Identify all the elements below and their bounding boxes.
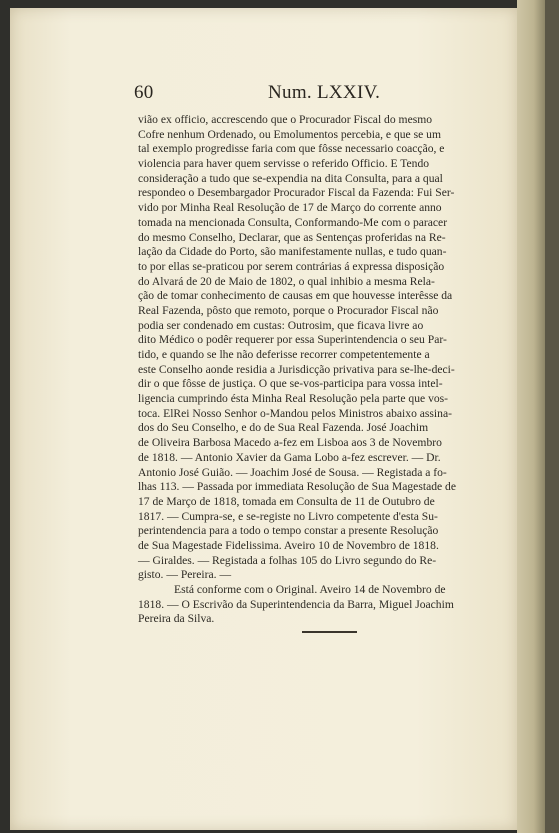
text-line: consideração a tudo que se-expendia na dita Consulta, para a qual <box>138 171 443 185</box>
text-line: perintendencia para a todo o tempo constar a presente Resolução <box>138 524 439 538</box>
text-line: de Oliveira Barbosa Macedo a-fez em Lisboa aos 3 de Novembro <box>138 436 442 450</box>
text-line: tomada na mencionada Consulta, Conformando-Me com o paracer <box>138 215 448 229</box>
text-line: de Sua Magestade Fidelissima. Aveiro 10 de Novembro de 1818. <box>138 538 439 552</box>
text-line: Pereira da Silva. <box>138 612 215 626</box>
text-line: Está conforme com o Original. Aveiro 14 de Novembro de <box>174 583 446 596</box>
text-line: tal exemplo progredisse faria com que fôsse necessario coacção, e <box>138 142 445 156</box>
running-head: Num. LXXIV. <box>268 82 381 103</box>
text-line: 1818. — O Escrivão da Superintendencia da Barra, Miguel Joachim <box>138 597 454 611</box>
text-line: dos do Seu Conselho, e do de Sua Real Fazenda. José Joachim <box>138 421 429 435</box>
text-line: gisto. — Pereira. — <box>138 568 232 582</box>
text-line: de 1818. — Antonio Xavier da Gama Lobo a-fez escrever. — Dr. <box>138 450 441 464</box>
text-line: — Giraldes. — Registada a folhas 105 do Livro segundo do Re- <box>138 553 437 567</box>
text-line: este Conselho aonde residia a Jurisdicção privativa para se-lhe-deci- <box>138 362 455 376</box>
text-line: violencia para haver quem servisse o referido Officio. E Tendo <box>138 157 430 171</box>
body-text <box>138 113 516 627</box>
text-line: Antonio José Guião. — Joachim José de Sousa. — Registada a fo- <box>138 465 447 479</box>
text-line: ligencia cumprindo ésta Minha Real Resolução pela parte que vos- <box>138 392 449 406</box>
text-line: toca. ElRei Nosso Senhor o-Mandou pelos Ministros abaixo assina- <box>138 406 452 420</box>
text-line: do Alvará de 20 de Maio de 1802, o qual inhibio a mesma Rela- <box>138 274 435 288</box>
text-line: Real Fazenda, pôsto que remoto, porque o Procurador Fiscal não <box>138 303 439 317</box>
page-header <box>134 82 454 106</box>
page-number: 60 <box>134 82 154 103</box>
text-line: vião ex officio, accrescendo que o Procurador Fiscal do mesmo <box>138 113 433 126</box>
text-line: ção de tomar conhecimento de causas em que houvesse interêsse da <box>138 289 453 303</box>
page-edge <box>517 0 545 833</box>
text-line: podia ser condenado em custas: Outrosim, que ficava livre ao <box>138 318 424 332</box>
text-line: to por ellas se-praticou por serem contrárias á expressa disposição <box>138 259 445 273</box>
text-line: dito Médico o podêr requerer por essa Superintendencia o seu Par- <box>138 333 447 347</box>
text-line: 1817. — Cumpra-se, e se-registe no Livro competente d'esta Su- <box>138 509 438 523</box>
text-line: 17 de Março de 1818, tomada em Consulta de 11 de Outubro de <box>138 494 435 508</box>
text-line: dir o que fôsse de justiça. O que se-vos-participa para vossa intel- <box>138 377 443 391</box>
text-line: tido, e quando se lhe não deferisse recorrer competentemente a <box>138 348 430 361</box>
closing-rule <box>302 631 357 633</box>
text-line: vido por Minha Real Resolução de 17 de Março do corrente anno <box>138 201 442 215</box>
text-line: lhas 113. — Passada por immediata Resolução de Sua Magestade de <box>138 480 456 494</box>
text-line: lação da Cidade do Porto, são manifestamente nullas, e tudo quan- <box>138 245 447 259</box>
text-line: Cofre nenhum Ordenado, ou Emolumentos percebia, e que se um <box>138 127 441 141</box>
binding-edge <box>545 0 559 833</box>
text-line: respondeo o Desembargador Procurador Fiscal da Fazenda: Fui Ser- <box>138 186 455 200</box>
text-line: do mesmo Conselho, Declarar, que as Sentenças proferidas na Re- <box>138 230 446 244</box>
